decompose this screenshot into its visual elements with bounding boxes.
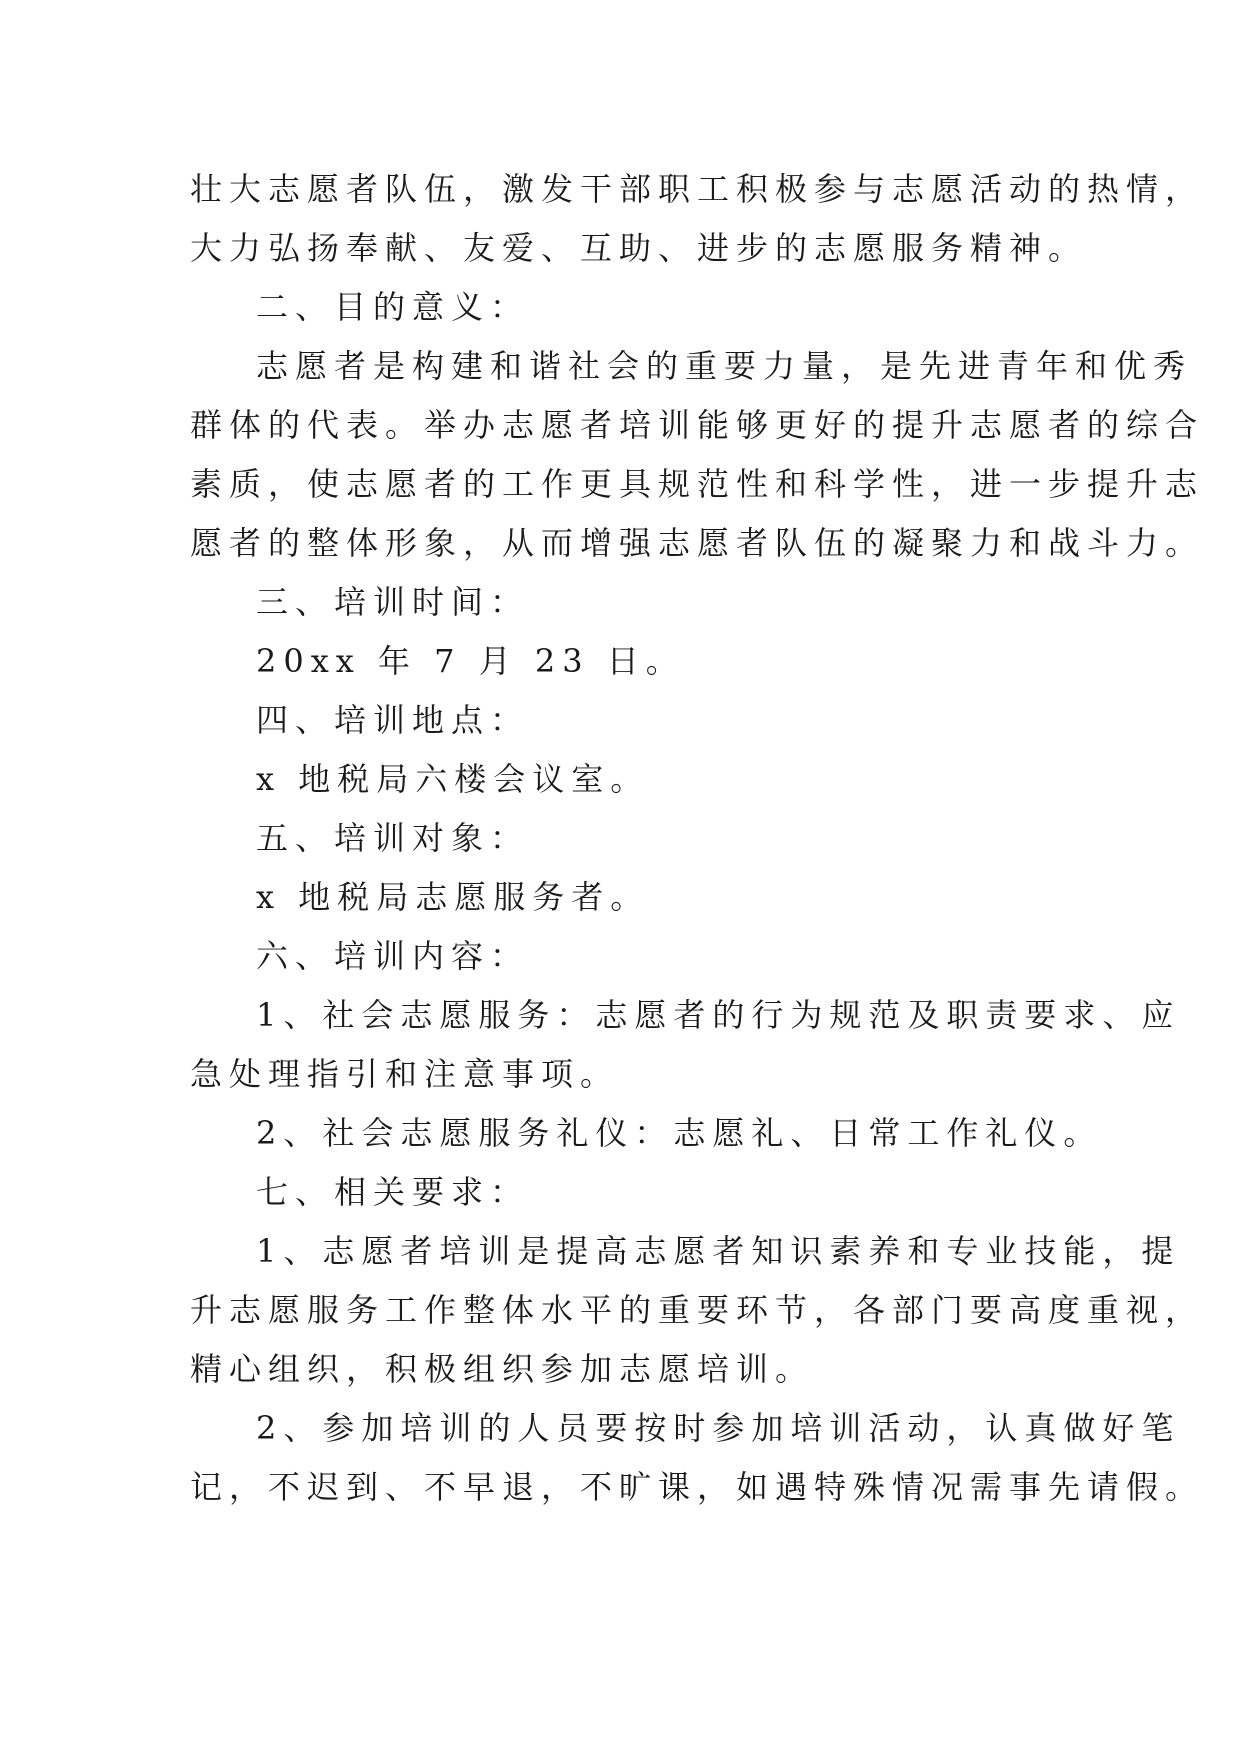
text-line: 愿者的整体形象，从而增强志愿者队伍的凝聚力和战斗力。 bbox=[190, 524, 1205, 562]
section-heading: 六、培训内容： bbox=[256, 937, 530, 975]
text-line: 急处理指引和注意事项。 bbox=[190, 1055, 620, 1093]
text-line: 升志愿服务工作整体水平的重要环节，各部门要高度重视， bbox=[190, 1291, 1205, 1329]
text-line: 20xx 年 7 月 23 日。 bbox=[256, 642, 685, 680]
text-line: 素质，使志愿者的工作更具规范性和科学性，进一步提升志 bbox=[190, 465, 1205, 503]
text-line: 群体的代表。举办志愿者培训能够更好的提升志愿者的综合 bbox=[190, 406, 1205, 444]
section-heading: 五、培训对象： bbox=[256, 819, 530, 857]
text-line: 2、参加培训的人员要按时参加培训活动，认真做好笔 bbox=[256, 1409, 1181, 1447]
section-heading: 四、培训地点： bbox=[256, 701, 530, 739]
text-line: 志愿者是构建和谐社会的重要力量，是先进青年和优秀 bbox=[256, 347, 1193, 385]
text-line: 精心组织，积极组织参加志愿培训。 bbox=[190, 1350, 815, 1388]
text-line: 2、社会志愿服务礼仪：志愿礼、日常工作礼仪。 bbox=[256, 1114, 1103, 1152]
section-heading: 三、培训时间： bbox=[256, 583, 530, 621]
text-line: 1、社会志愿服务：志愿者的行为规范及职责要求、应 bbox=[256, 996, 1181, 1034]
text-line: 记，不迟到、不早退，不旷课，如遇特殊情况需事先请假。 bbox=[190, 1468, 1205, 1506]
text-line: x 地税局志愿服务者。 bbox=[256, 878, 650, 916]
text-line: 壮大志愿者队伍，激发干部职工积极参与志愿活动的热情， bbox=[190, 170, 1205, 208]
document-body bbox=[190, 160, 1205, 1517]
section-heading: 二、目的意义： bbox=[256, 288, 530, 326]
section-heading: 七、相关要求： bbox=[256, 1173, 530, 1211]
text-line: 1、志愿者培训是提高志愿者知识素养和专业技能，提 bbox=[256, 1232, 1181, 1270]
text-line: x 地税局六楼会议室。 bbox=[256, 760, 650, 798]
text-line: 大力弘扬奉献、友爱、互助、进步的志愿服务精神。 bbox=[190, 229, 1088, 267]
